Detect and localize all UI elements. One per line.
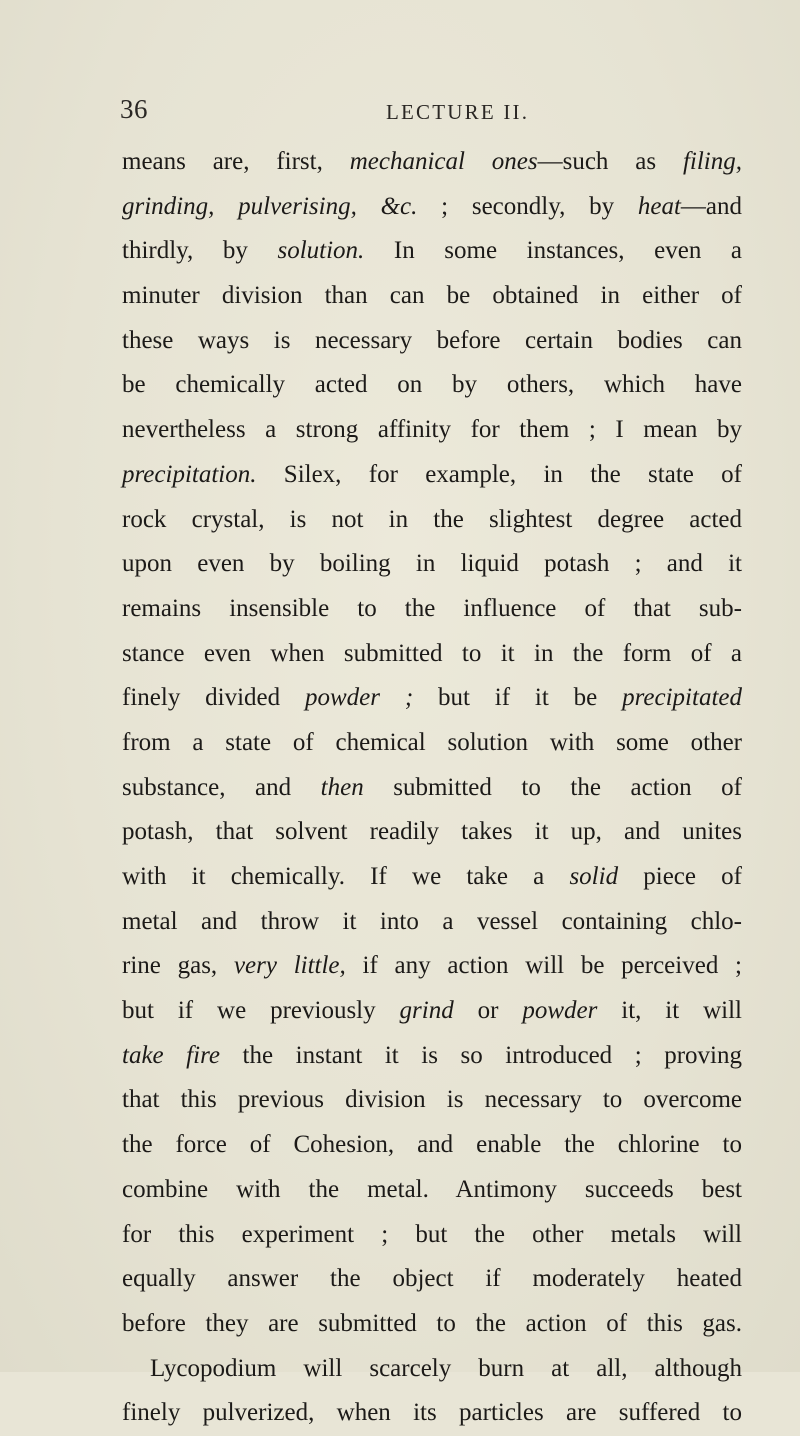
text-line	[122, 363, 742, 408]
text-segment: —and	[680, 192, 742, 220]
text-segment: it, it will	[597, 997, 742, 1025]
text-line	[122, 274, 742, 319]
text-line	[122, 1078, 742, 1123]
italic-phrase: precipitation.	[122, 460, 257, 488]
text-line	[122, 498, 742, 543]
text-segment: from a state of chemical solution with some other	[122, 728, 742, 756]
text-segment: means are, first,	[122, 148, 350, 175]
text-line	[122, 1391, 742, 1436]
text-segment: for this experiment ; but the other metals will	[122, 1220, 742, 1248]
text-segment: thirdly, by	[122, 237, 278, 265]
text-line	[122, 855, 742, 900]
italic-phrase: powder ;	[305, 684, 414, 712]
italic-phrase: solution.	[277, 237, 365, 265]
text-segment: that this previous division is necessary to overcome	[122, 1086, 742, 1114]
text-line	[122, 721, 742, 766]
text-line	[122, 1302, 742, 1347]
text-line	[122, 408, 742, 453]
text-segment: —such as	[537, 148, 683, 175]
text-segment: minuter division than can be obtained in either of	[122, 282, 742, 310]
italic-phrase: grind	[399, 997, 454, 1025]
text-segment: finely pulverized, when its particles are suffered to	[122, 1399, 742, 1427]
text-segment: these ways is necessary before certain bodies can	[122, 326, 742, 354]
text-segment: rock crystal, is not in the slightest degree acted	[122, 505, 742, 533]
text-line	[122, 810, 742, 855]
text-segment: ; secondly, by	[417, 192, 638, 220]
italic-phrase: mechanical ones	[349, 148, 538, 175]
text-segment: or	[453, 997, 523, 1025]
text-segment: nevertheless a strong affinity for them ; I mean by	[122, 416, 742, 444]
text-segment: upon even by boiling in liquid potash ; and it	[122, 550, 742, 578]
text-line	[122, 453, 742, 498]
text-line	[122, 587, 742, 632]
text-segment: equally answer the object if moderately heated	[122, 1265, 742, 1293]
text-line	[122, 676, 742, 721]
text-line	[122, 1168, 742, 1213]
text-segment: piece of	[618, 863, 743, 890]
body-text	[122, 140, 742, 1436]
text-segment: remains insensible to the influence of that sub-	[122, 594, 742, 622]
text-line	[122, 1034, 742, 1079]
italic-phrase: powder	[522, 997, 598, 1025]
text-segment: submitted to the action of	[363, 773, 742, 801]
text-line	[122, 229, 742, 274]
running-head: LECTURE II.	[386, 100, 530, 124]
page-header	[0, 94, 800, 134]
page-number: 36	[120, 94, 148, 124]
text-line	[122, 989, 742, 1034]
italic-phrase: filing,	[682, 148, 742, 175]
text-segment: but if we previously	[122, 997, 400, 1025]
text-line	[122, 319, 742, 364]
text-segment: stance even when submitted to it in the form of a	[122, 639, 742, 667]
text-line	[122, 542, 742, 587]
text-segment: the instant it is so introduced ; proving	[219, 1041, 742, 1069]
text-segment: but if it be	[413, 684, 623, 712]
text-segment: if any action will be perceived ;	[345, 952, 743, 980]
text-segment: with it chemically. If we take a	[122, 863, 570, 890]
italic-phrase: take fire	[122, 1041, 220, 1069]
text-segment: be chemically acted on by others, which have	[122, 371, 742, 399]
text-line	[122, 766, 742, 811]
italic-phrase: precipitated	[622, 684, 742, 712]
text-segment: combine with the metal. Antimony succeeds best	[122, 1175, 742, 1203]
text-segment: Silex, for example, in the state of	[256, 460, 742, 488]
text-segment: potash, that solvent readily takes it up, and unites	[122, 818, 742, 846]
text-segment: the force of Cohesion, and enable the chlorine to	[122, 1131, 742, 1159]
text-line	[122, 1123, 742, 1168]
italic-phrase: then	[320, 773, 364, 801]
text-line	[122, 632, 742, 677]
text-line	[122, 1347, 742, 1392]
text-segment: Lycopodium will scarcely burn at all, although	[150, 1354, 742, 1382]
text-segment: In some instances, even a	[364, 237, 742, 265]
italic-phrase: very little,	[233, 952, 346, 980]
italic-phrase: heat	[637, 192, 681, 220]
text-line	[122, 140, 742, 185]
text-segment: metal and throw it into a vessel containing chlo-	[122, 907, 742, 935]
text-line	[122, 1257, 742, 1302]
text-segment: before they are submitted to the action of this gas.	[122, 1309, 742, 1337]
text-line	[122, 900, 742, 945]
text-line	[122, 944, 742, 989]
text-segment: substance, and	[122, 773, 321, 801]
italic-phrase: solid	[569, 863, 619, 890]
italic-phrase: grinding, pulverising, &c.	[122, 192, 418, 220]
text-segment: rine gas,	[122, 952, 234, 980]
text-line	[122, 185, 742, 230]
text-segment: finely divided	[122, 684, 305, 712]
text-line	[122, 1213, 742, 1258]
